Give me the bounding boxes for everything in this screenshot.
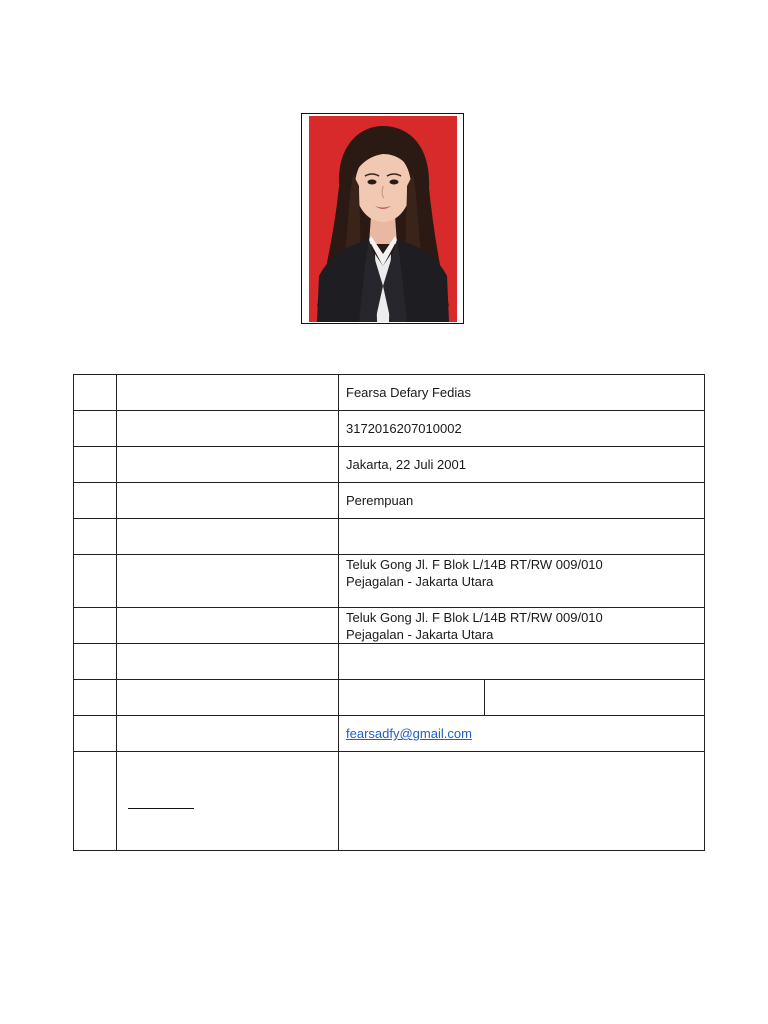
table-row [74,555,705,608]
full-name-value: Fearsa Defary Fedias [339,375,705,411]
empty-value-cell [339,752,705,851]
field-label-cell [117,447,339,483]
row-number-cell [74,447,117,483]
birth-place-date-value: Jakarta, 22 Juli 2001 [339,447,705,483]
signature-line [128,808,194,809]
field-label-cell [117,411,339,447]
address-domicile-line2: Pejagalan - Jakarta Utara [346,626,494,642]
row-number-cell [74,411,117,447]
table-row [74,716,705,752]
table-row [74,608,705,644]
address-ktp-line2: Pejagalan - Jakarta Utara [346,574,494,589]
field-label-cell [117,716,339,752]
row-number-cell [74,644,117,680]
row-number-cell [74,483,117,519]
table-row [74,411,705,447]
table-row [74,375,705,411]
portrait-photo-icon [309,116,457,322]
photo-frame [301,113,464,324]
address-domicile-value [339,608,705,644]
email-value-cell [339,716,705,752]
field-label-cell [117,555,339,608]
portrait-photo [309,116,457,322]
field-label-cell [117,680,339,716]
field-label-cell [117,644,339,680]
table-row [74,483,705,519]
table-row [74,519,705,555]
signature-cell [117,752,339,851]
address-ktp-line1: Teluk Gong Jl. F Blok L/14B RT/RW 009/010 [346,557,603,572]
row-number-cell [74,519,117,555]
table-row [74,447,705,483]
biodata-table [73,374,705,851]
table-row [74,752,705,851]
address-domicile-line1: Teluk Gong Jl. F Blok L/14B RT/RW 009/010 [346,609,603,625]
gender-value: Perempuan [339,483,705,519]
nik-value: 3172016207010002 [339,411,705,447]
row-number-cell [74,716,117,752]
address-ktp-value [339,555,705,608]
row-number-cell [74,555,117,608]
field-label-cell [117,483,339,519]
table-row [74,680,705,716]
row-number-cell [74,375,117,411]
field-label-cell [117,608,339,644]
empty-value-cell [339,519,705,555]
row-number-cell [74,752,117,851]
split-value-cell-left [339,680,485,716]
field-label-cell [117,375,339,411]
field-label-cell [117,519,339,555]
empty-value-cell [339,644,705,680]
split-value-cell-right [485,680,705,716]
row-number-cell [74,608,117,644]
email-link[interactable]: fearsadfy@gmail.com [346,726,472,741]
table-row [74,644,705,680]
row-number-cell [74,680,117,716]
